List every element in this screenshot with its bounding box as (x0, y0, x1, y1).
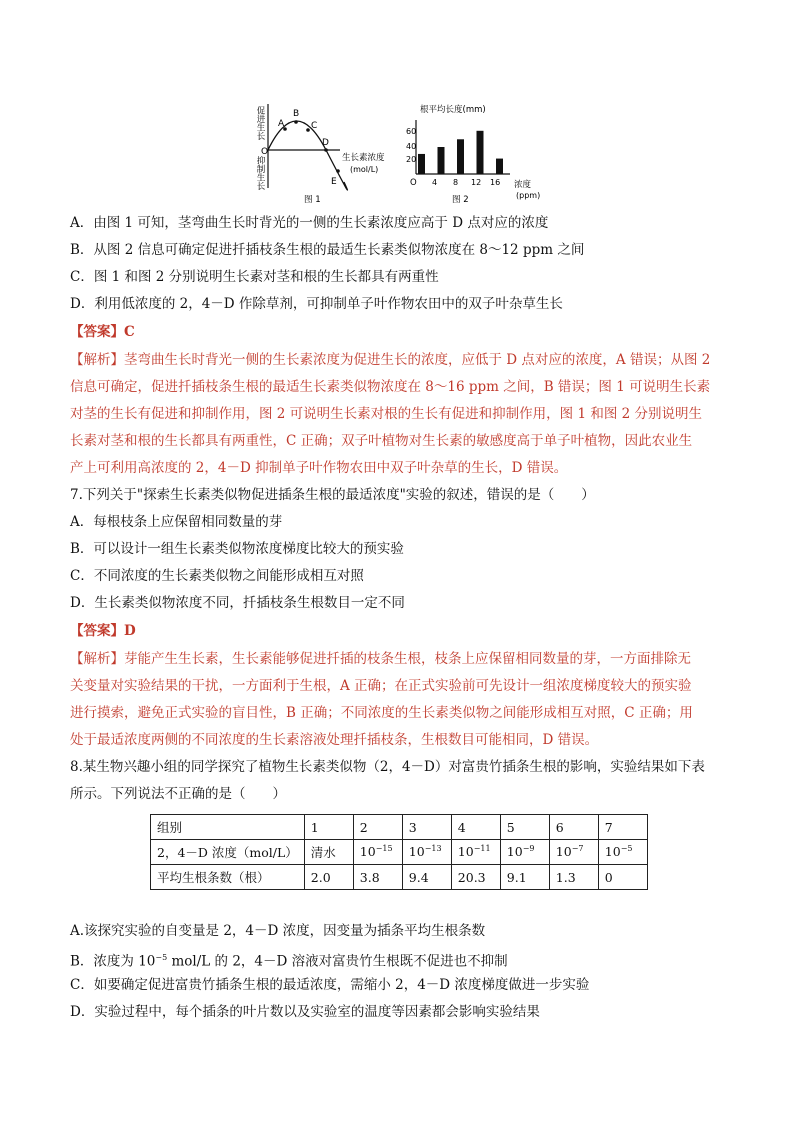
fig1-x-unit: (mol/L) (350, 165, 379, 174)
fig2-ytick-20: 20 (406, 155, 417, 164)
table-cell (598, 840, 647, 865)
figure-svg (248, 98, 548, 210)
q8-stem-1: 8.某生物兴趣小组的同学探究了植物生长素类似物（2，4－D）对富贵竹插条生根的影响，实验结果如下表 (70, 759, 705, 775)
fig2-ytick-40: 40 (406, 142, 417, 151)
conc-base: 10 (555, 844, 572, 860)
table-cell: 9.4 (402, 865, 451, 890)
q6-option-a: A．由图 1 可知，茎弯曲生长时背光的一侧的生长素浓度应高于 D 点对应的浓度 (70, 215, 549, 231)
fig1-caption: 图 1 (304, 195, 321, 205)
fig2-ytick-60: 60 (406, 127, 417, 136)
results-table (150, 814, 648, 890)
table-cell: 3.8 (353, 865, 402, 890)
fig1-label-b: B (293, 109, 300, 119)
q8-option-b (70, 948, 730, 972)
table-cell: 5 (500, 815, 549, 840)
fig2-bar-8 (457, 139, 464, 174)
table-cell (500, 840, 549, 865)
fig1-origin: O (261, 147, 269, 157)
table-cell: 1 (304, 815, 353, 840)
fig2-caption: 图 2 (452, 195, 469, 205)
conc-exp: −11 (473, 844, 491, 854)
conc-base: 10 (604, 844, 621, 860)
fig2-origin: O (410, 178, 417, 188)
table-cell: 2.0 (304, 865, 353, 890)
table-head-concentration: 2，4－D 浓度（mol/L） (151, 840, 305, 865)
figure2 (406, 104, 540, 205)
conc-exp: −13 (424, 844, 442, 854)
q6-analysis-3: 对茎的生长有促进和抑制作用，图 2 可说明生长素对根的生长有促进和抑制作用，图 1 和图 2 分别说明生 (70, 406, 703, 422)
q6-analysis-1: 【解析】茎弯曲生长时背光一侧的生长素浓度为促进生长的浓度，应低于 D 点对应的浓度，A 错误；从图 2 (70, 352, 711, 368)
conc-exp: −15 (375, 844, 393, 854)
table-cell (402, 840, 451, 865)
q6-option-c: C．图 1 和图 2 分别说明生长素对茎和根的生长都具有两重性 (70, 269, 439, 285)
q7-stem: 7.下列关于"探索生长素类似物促进插条生根的最适浓度"实验的叙述，错误的是（ ） (70, 487, 595, 503)
q8-option-c: C．如要确定促进富贵竹插条生根的最适浓度，需缩小 2，4－D 浓度梯度做进一步实验 (70, 977, 590, 993)
figure1 (255, 104, 385, 205)
fig1-label-e: E (331, 177, 337, 187)
conc-base: 10 (359, 844, 376, 860)
table-cell: 清水 (304, 840, 353, 865)
table-row-concentration (151, 840, 648, 865)
q8-option-b-post: mol/L 的 2，4－D 溶液对富贵竹生根既不促进也不抑制 (167, 953, 508, 970)
q8-option-b-pre: B．浓度为 10 (70, 953, 156, 970)
q7-answer: 【答案】D (70, 623, 136, 639)
q8-stem-2: 所示。下列说法不正确的是（ ） (70, 786, 286, 802)
fig2-bar-0 (418, 154, 425, 174)
fig1-point-b (294, 120, 298, 124)
q6-analysis-2: 信息可确定，促进扦插枝条生根的最适生长素类似物浓度在 8～16 ppm 之间，B 错误；图 1 可说明生长素 (70, 379, 711, 395)
table-cell (451, 840, 500, 865)
q8-option-a: A.该探究实验的自变量是 2，4－D 浓度，因变量为插条平均生根条数 (70, 923, 486, 939)
fig2-x-label: 浓度 (514, 180, 532, 190)
fig2-xtick-12: 12 (471, 178, 482, 187)
q7-option-b: B．可以设计一组生长素类似物浓度梯度比较大的预实验 (70, 541, 404, 557)
conc-exp: −9 (522, 844, 535, 854)
fig1-x-label: 生长素浓度 (342, 153, 385, 163)
q7-option-c: C．不同浓度的生长素类似物之间能形成相互对照 (70, 568, 364, 584)
fig2-xtick-8: 8 (453, 178, 459, 187)
q6-option-d: D．利用低浓度的 2，4－D 作除草剂，可抑制单子叶作物农田中的双子叶杂草生长 (70, 296, 563, 312)
q8-option-b-exp: −5 (155, 953, 168, 962)
table-cell: 4 (451, 815, 500, 840)
fig2-bar-12 (477, 131, 484, 174)
q7-analysis-3: 进行摸索，避免正式实验的盲目性，B 正确；不同浓度的生长素类似物之间能形成相互对照，C 正确；用 (70, 705, 693, 721)
table-cell (353, 840, 402, 865)
table-cell: 20.3 (451, 865, 500, 890)
q7-option-d: D．生长素类似物浓度不同，扦插枝条生根数目一定不同 (70, 595, 405, 611)
conc-base: 10 (457, 844, 474, 860)
table-row-groups (151, 815, 648, 840)
table-cell: 1.3 (549, 865, 598, 890)
q7-analysis-1: 【解析】芽能产生生长素，生长素能够促进扦插的枝条生根，枝条上应保留相同数量的芽，一方面排除无 (70, 651, 691, 667)
table-cell: 2 (353, 815, 402, 840)
fig1-y-bottom-label: 抑制生长 (255, 156, 265, 190)
fig2-xtick-4: 4 (432, 178, 438, 187)
fig1-point-e (336, 169, 340, 173)
fig2-bar-4 (438, 147, 445, 174)
q6-analysis-5: 产上可利用高浓度的 2，4－D 抑制单子叶作物农田中双子叶杂草的生长，D 错误。 (70, 460, 568, 476)
table-cell: 3 (402, 815, 451, 840)
fig1-y-top-label: 促进生长 (255, 106, 265, 140)
q7-analysis-2: 关变量对实验结果的干扰，一方面利于生根，A 正确；在正式实验前可先设计一组浓度梯度较大的预实验 (70, 678, 692, 694)
q6-option-b: B．从图 2 信息可确定促进扦插枝条生根的最适生长素类似物浓度在 8～12 ppm 之间 (70, 242, 585, 258)
q8-option-d: D．实验过程中，每个插条的叶片数以及实验室的温度等因素都会影响实验结果 (70, 1004, 540, 1020)
fig1-label-d: D (322, 138, 329, 148)
q7-option-a: A．每根枝条上应保留相同数量的芽 (70, 514, 283, 530)
fig2-bar-16 (496, 159, 503, 174)
table-cell: 9.1 (500, 865, 549, 890)
conc-base: 10 (408, 844, 425, 860)
table-head-group: 组别 (151, 815, 305, 840)
conc-exp: −7 (571, 844, 584, 854)
fig2-x-unit: (ppm) (516, 191, 541, 200)
figures-area (248, 98, 548, 210)
fig2-y-label: 根平均长度(mm) (420, 105, 486, 115)
conc-base: 10 (506, 844, 523, 860)
q6-answer: 【答案】C (70, 324, 135, 340)
q6-analysis-4: 长素对茎和根的生长都具有两重性，C 正确；双子叶植物对生长素的敏感度高于单子叶植物，因此农业生 (70, 433, 693, 449)
table-cell: 6 (549, 815, 598, 840)
table-row-roots (151, 865, 648, 890)
conc-exp: −5 (620, 844, 633, 854)
table-cell: 7 (598, 815, 647, 840)
fig1-point-d (324, 148, 328, 152)
fig1-label-c: C (311, 121, 318, 131)
table-cell: 0 (598, 865, 647, 890)
fig2-xtick-16: 16 (490, 178, 501, 187)
q7-analysis-4: 处于最适浓度两侧的不同浓度的生长素溶液处理扦插枝条，生根数目可能相同，D 错误。 (70, 732, 599, 748)
table-head-roots: 平均生根条数（根） (151, 865, 305, 890)
table-cell (549, 840, 598, 865)
fig1-label-a: A (278, 119, 285, 129)
fig1-point-c (306, 128, 310, 132)
